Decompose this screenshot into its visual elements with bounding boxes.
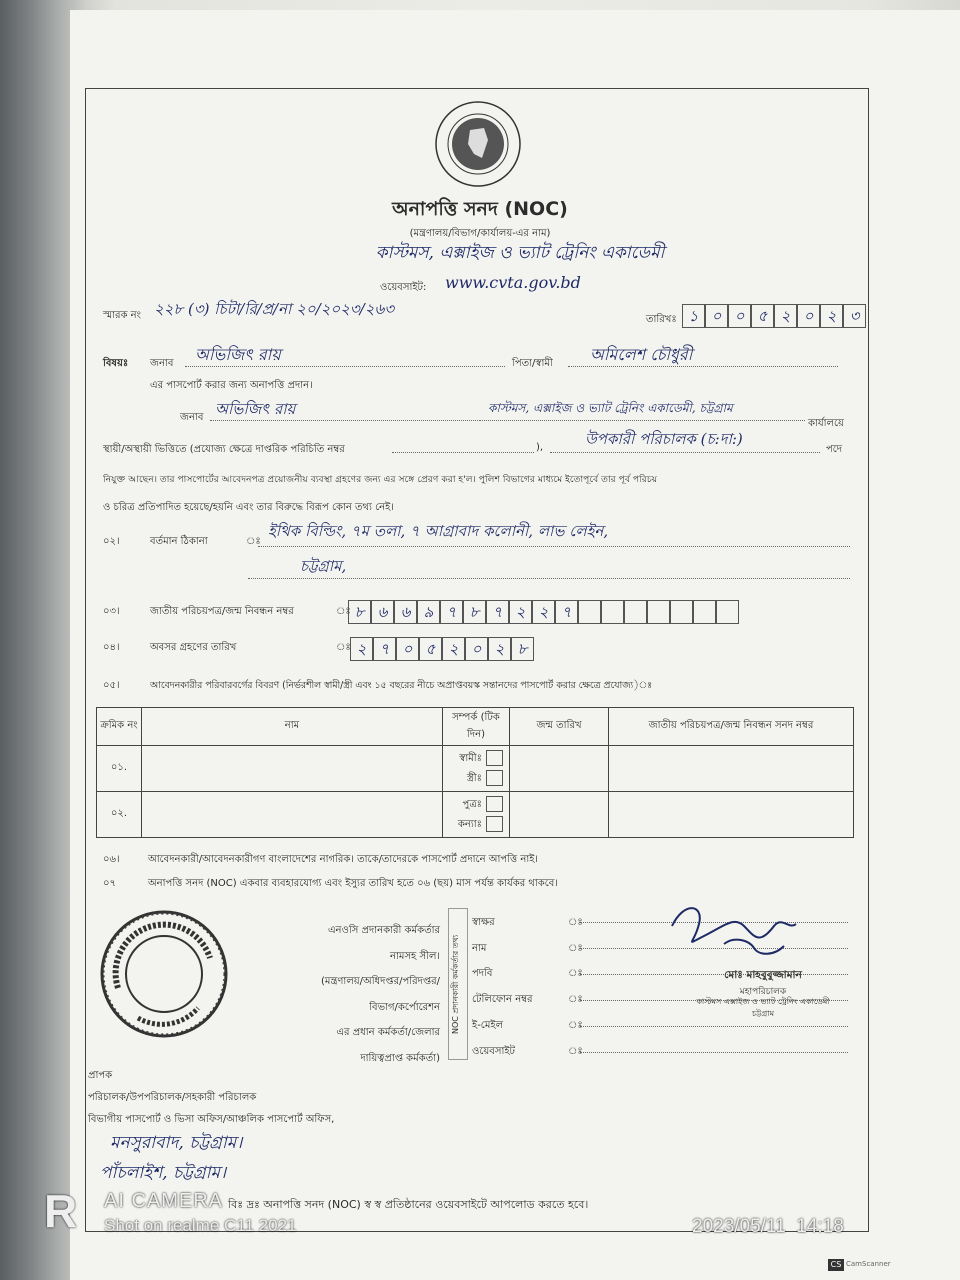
stamp-office: কাস্টমস এক্সাইজ ও ভ্যাট ট্রেনিং একাডেমী <box>696 997 830 1006</box>
relation-label: কন্যাঃ <box>457 818 482 830</box>
stamp-city: চট্টগ্রাম <box>751 1009 775 1018</box>
relation-label: স্ত্রীঃ <box>466 772 482 784</box>
nid-digit: ৭ <box>440 600 463 624</box>
sig-left-line: এনওসি প্রদানকারী কর্মকর্তার <box>327 925 440 936</box>
handwritten-signature-icon <box>664 896 804 966</box>
signature-left-text <box>290 918 440 1071</box>
body-mr-label: জনাব <box>180 412 204 423</box>
relation-checkbox[interactable] <box>486 796 503 812</box>
relation-checkbox[interactable] <box>486 816 503 832</box>
relation-checkbox[interactable] <box>486 770 503 786</box>
date-digit: ০ <box>797 304 820 328</box>
recipient-handwritten-2: পাঁচলাইশ, চট্টগ্রাম। <box>100 1163 227 1183</box>
row-serial: ০১. <box>97 746 142 792</box>
applicant-name: অভিজিৎ রায় <box>195 345 281 364</box>
office-name: কাস্টমস, এক্সাইজ ও ভ্যাট ট্রেনিং একাডেমী <box>375 243 665 263</box>
father-label: পিতা/স্বামী <box>512 358 553 369</box>
noc-vertical-label: NOC প্রদানকারী কর্মকর্তার তথ্য <box>448 908 468 1060</box>
address-label: বর্তমান ঠিকানা <box>150 536 208 547</box>
nid-digit: ৮ <box>463 600 486 624</box>
sig-left-line: নামসহ সীল। <box>390 950 440 962</box>
body-paragraph-1: নিযুক্ত আছেন। তার পাসপোর্টের আবেদনপত্র প্রয়োজনীয় ব্যবস্থা গ্রহণের জন্য এর সঙ্গে প্রেরণ করা হ'ল। পুলিশ বিভাগের মাধ্যমে ইতোপূর্বে তার পূর্ব পরিচয় <box>103 474 658 485</box>
address-line-1: ইথিক বিল্ডিং, ৭ম তলা, ৭ আগ্রাবাদ কলোনী, লাভ লেইন, <box>268 522 609 540</box>
retire-digit: ২ <box>488 637 511 661</box>
retire-digit: ৫ <box>419 637 442 661</box>
retire-digit: ০ <box>396 637 419 661</box>
nid-digit: ৬ <box>394 600 417 624</box>
date-digit: ২ <box>820 304 843 328</box>
nid-digit: ৬ <box>371 600 394 624</box>
retire-digit: ৭ <box>373 637 396 661</box>
signature-colons: ঃ ঃ ঃ ঃ ঃ ঃ <box>568 917 583 1057</box>
permanent-text: স্থায়ী/অস্থায়ী ভিত্তিতে (প্রযোজ্য ক্ষেত্রে দাপ্তরিক পরিচিতি নম্বর <box>103 444 345 455</box>
nid-digit: ২ <box>509 600 532 624</box>
table-row <box>97 746 854 792</box>
stamp-designation: মহাপরিচালক <box>739 987 787 997</box>
family-label: আবেদনকারীর পরিবারবর্গের বিবরণ (নির্ভরশীল স্বামী/স্ত্রী এবং ১৫ বছরের নীচে অপ্রাপ্তবয়স্ক সন্তানদের পাসপোর্ট করার ক্ষেত্রে প্রযোজ্য)ঃ <box>150 680 653 691</box>
father-name: অমিলেশ চৌধুরী <box>590 345 693 364</box>
table-header: সম্পর্ক (টিক দিন) <box>443 708 510 746</box>
item-number: ০৬। <box>103 854 120 865</box>
recipient-label: প্রাপক <box>88 1070 113 1081</box>
clause-06: আবেদনকারী/আবেদনকারীগণ বাংলাদেশের নাগরিক। তাকে/তাদেরকে পাসপোর্ট প্রদানে আপত্তি নাই। <box>148 854 539 865</box>
nid-boxes <box>348 600 739 624</box>
issue-date-boxes <box>682 304 866 328</box>
designation-suffix: পদে <box>826 444 843 455</box>
nid-digit: ৮ <box>348 600 371 624</box>
family-table <box>96 707 854 838</box>
nid-label: জাতীয় পরিচয়পত্র/জন্ম নিবন্ধন নম্বর <box>150 606 294 617</box>
table-header: জন্ম তারিখ <box>510 708 609 746</box>
item-number: ০৫। <box>103 680 120 691</box>
sig-label: স্বাক্ষর <box>472 917 495 928</box>
body-name: অভিজিৎ রায় <box>215 400 296 418</box>
nid-digit <box>693 600 716 624</box>
watermark-device: Shot on realme C11 2021 <box>104 1216 297 1235</box>
office-seal-icon <box>98 908 230 1040</box>
ministry-label: (মন্ত্রণালয়/বিভাগ/কার্যালয়-এর নাম) <box>409 228 551 239</box>
nid-digit <box>624 600 647 624</box>
sig-label: টেলিফোন নম্বর <box>472 994 533 1006</box>
nid-digit <box>647 600 670 624</box>
nid-digit <box>578 600 601 624</box>
clause-07: অনাপত্তি সনদ (NOC) একবার ব্যবহারযোগ্য এবং ইস্যুর তারিখ হতে ০৬ (ছয়) মাস পর্যন্ত কার্যকর থাকবে। <box>148 878 558 889</box>
date-digit: ৫ <box>751 304 774 328</box>
memo-number: ২২৮ (৩) চিটা/রি/প্র/না ২০/২০২৩/২৬৩ <box>154 300 394 318</box>
date-digit: ০ <box>705 304 728 328</box>
retire-date-boxes <box>350 637 534 661</box>
retire-digit: ৮ <box>511 637 534 661</box>
item-number: ০৩। <box>103 606 120 617</box>
sig-label: নাম <box>472 942 487 954</box>
sig-left-line: দায়িত্বপ্রাপ্ত কর্মকর্তা) <box>360 1052 440 1064</box>
document-title: অনাপত্তি সনদ (NOC) <box>392 198 568 220</box>
nid-digit <box>716 600 739 624</box>
subject-label: বিষয়ঃ <box>103 358 129 369</box>
table-header: ক্রমিক নং <box>97 708 142 746</box>
body-office: কাস্টমস, এক্সাইজ ও ভ্যাট ট্রেনিং একাডেমী, চট্টগ্রাম <box>488 401 733 415</box>
subject-line2: এর পাসপোর্ট করার জন্য অনাপত্তি প্রদান। <box>150 380 313 391</box>
website-value: www.cvta.gov.bd <box>445 273 581 292</box>
watermark-timestamp: 2023/05/11 14:18 <box>692 1216 844 1237</box>
camscanner-text: CamScanner <box>846 1260 891 1268</box>
nid-digit <box>670 600 693 624</box>
date-label: তারিখঃ <box>646 314 677 325</box>
recipient-handwritten-1: মনসুরাবাদ, চট্টগ্রাম। <box>110 1133 243 1153</box>
relation-label: পুত্রঃ <box>462 798 482 810</box>
watermark-camera: AI CAMERA <box>104 1190 224 1212</box>
table-header: জাতীয় পরিচয়পত্র/জন্ম নিবন্ধন সনদ নম্বর <box>609 708 854 746</box>
table-row <box>97 792 854 838</box>
item-number: ০২। <box>103 536 120 547</box>
retire-digit: ০ <box>465 637 488 661</box>
retire-digit: ২ <box>350 637 373 661</box>
nid-digit: ৭ <box>486 600 509 624</box>
subject-mr-label: জনাব <box>150 358 174 369</box>
table-header: নাম <box>142 708 443 746</box>
website-label: ওয়েবসাইট: <box>380 282 427 293</box>
item-number: ০৭ <box>103 878 117 889</box>
sig-label: ওয়েবসাইট <box>472 1045 515 1057</box>
nid-digit: ৭ <box>555 600 578 624</box>
footer-note: বিঃ দ্রঃ অনাপত্তি সনদ (NOC) স্ব স্ব প্রতিষ্ঠানের ওয়েবসাইটে আপলোড করতে হবে। <box>228 1198 589 1211</box>
recipient-line-1: পরিচালক/উপপরিচালক/সহকারী পরিচালক <box>88 1092 257 1103</box>
sig-left-line: এর প্রধান কর্মকর্তা/জেলার <box>336 1027 440 1038</box>
body-paragraph-2: ও চরিত্র প্রতিপাদিত হয়েছে/হয়নি এবং তার বিরুদ্ধে বিরূপ কোন তথ্য নেই। <box>103 502 394 513</box>
date-digit: ০ <box>728 304 751 328</box>
stamp-officer-name: মোঃ মাহবুবুজ্জামান <box>724 969 802 981</box>
office-suffix: কার্যালয়ে <box>808 418 844 429</box>
sig-label: ই-মেইল <box>472 1019 504 1031</box>
relation-label: স্বামীঃ <box>459 752 482 764</box>
camscanner-badge-icon: CS <box>828 1259 844 1271</box>
nid-digit: ২ <box>532 600 555 624</box>
recipient-line-2: বিভাগীয় পাসপোর্ট ও ভিসা অফিস/আঞ্চলিক পাসপোর্ট অফিস, <box>88 1114 335 1125</box>
nid-digit: ৯ <box>417 600 440 624</box>
row-serial: ০২. <box>97 792 142 838</box>
retire-label: অবসর গ্রহণের তারিখ <box>150 642 237 653</box>
address-line-2: চট্টগ্রাম, <box>300 557 347 575</box>
date-digit: ১ <box>682 304 705 328</box>
camera-logo-icon: R <box>44 1185 78 1237</box>
designation: উপকারী পরিচালক (চ:দা:) <box>585 430 743 448</box>
item-number: ০৪। <box>103 642 120 653</box>
relation-checkbox[interactable] <box>486 750 503 766</box>
sig-label: পদবি <box>472 968 493 980</box>
date-digit: ২ <box>774 304 797 328</box>
sig-left-line: (মন্ত্রণালয়/অধিদপ্তর/পরিদপ্তর/ <box>320 976 440 987</box>
date-digit: ৩ <box>843 304 866 328</box>
nid-digit <box>601 600 624 624</box>
government-emblem-icon <box>434 100 522 188</box>
sig-left-line: বিভাগ/কর্পোরেশন <box>369 1001 440 1013</box>
memo-label: স্মারক নং <box>103 310 141 321</box>
signature-labels <box>472 910 533 1064</box>
retire-digit: ২ <box>442 637 465 661</box>
